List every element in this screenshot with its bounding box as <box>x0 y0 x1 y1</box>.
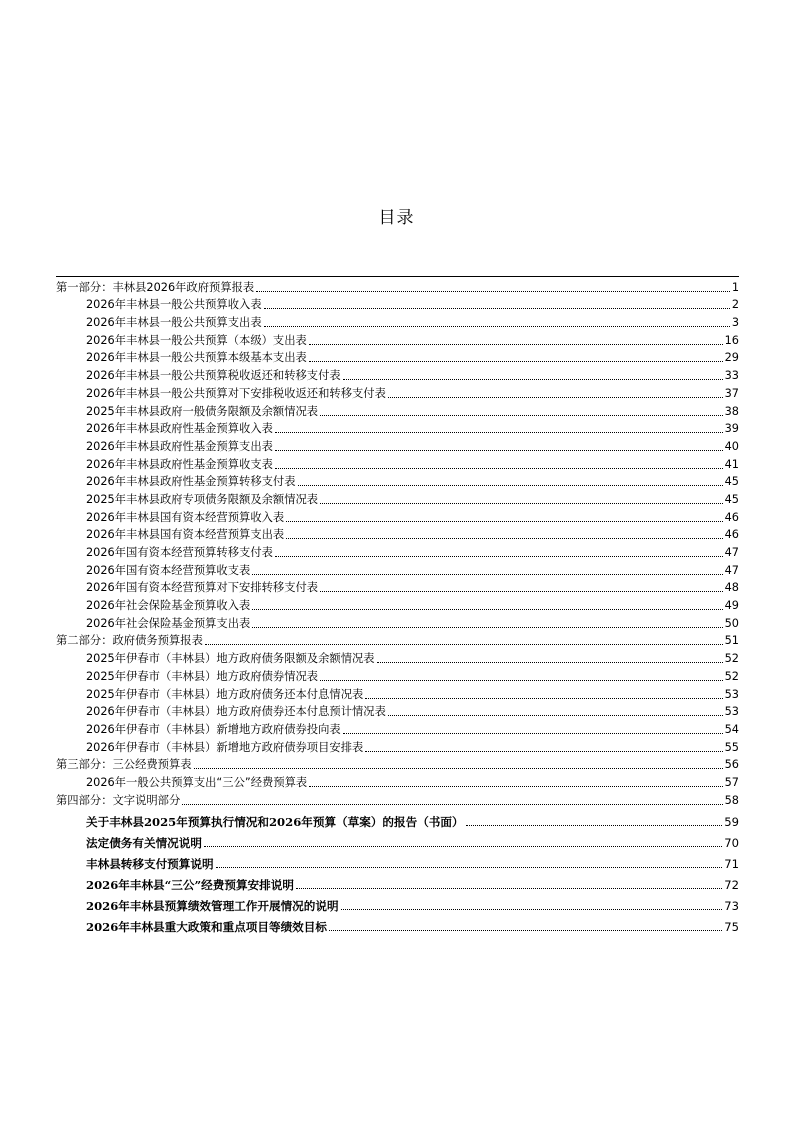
toc-entry[interactable] <box>56 560 739 578</box>
toc-page-number: 47 <box>724 563 739 577</box>
dot-leader <box>264 325 730 327</box>
toc-page-number: 47 <box>724 546 739 559</box>
toc-entry-label: 2025年丰林县政府专项债务限额及余额情况表 <box>86 492 319 506</box>
toc-entry-label: 2026年丰林县一般公共预算支出表 <box>86 316 262 330</box>
toc-page-number: 51 <box>724 634 739 648</box>
dot-leader <box>388 714 723 716</box>
toc-entry[interactable] <box>56 312 739 330</box>
dot-leader <box>252 608 722 610</box>
dot-leader <box>275 449 723 451</box>
table-of-contents <box>56 277 739 934</box>
dot-leader <box>309 360 723 362</box>
toc-page-number: 38 <box>724 404 739 418</box>
toc-entry-label: 2026年丰林县“三公”经费预算安排说明 <box>86 878 294 892</box>
toc-entry-label: 2026年国有资本经营预算收支表 <box>86 563 251 577</box>
toc-page-number: 58 <box>724 793 739 807</box>
dot-leader <box>320 679 723 681</box>
dot-leader <box>252 573 722 575</box>
toc-page-number: 29 <box>724 351 739 365</box>
toc-entry-label: 2026年丰林县政府性基金预算支出表 <box>86 439 273 453</box>
toc-page-number: 2 <box>731 298 739 312</box>
toc-page-number: 46 <box>724 510 739 524</box>
toc-page-number: 45 <box>724 492 739 506</box>
dot-leader <box>275 555 723 557</box>
dot-leader <box>252 626 722 628</box>
toc-page-number: 73 <box>724 899 739 914</box>
toc-entry[interactable] <box>56 401 739 419</box>
toc-entry-label: 第三部分：三公经费预算表 <box>56 758 192 772</box>
toc-entry-label: 第二部分：政府债务预算报表 <box>56 634 203 648</box>
toc-entry-label: 丰林县转移支付预算说明 <box>86 856 214 871</box>
toc-page-number: 39 <box>724 422 739 436</box>
toc-entry-label: 法定债务有关情况说明 <box>86 835 202 850</box>
toc-entry-label: 2026年丰林县一般公共预算税收返还和转移支付表 <box>86 369 341 383</box>
dot-leader <box>182 803 722 805</box>
toc-entry-label: 2026年国有资本经营预算转移支付表 <box>86 546 273 559</box>
toc-page-number: 52 <box>724 669 739 683</box>
toc-page-number: 3 <box>731 316 739 330</box>
toc-page-number: 16 <box>724 333 739 347</box>
toc-entry[interactable] <box>56 489 739 507</box>
toc-entry-label: 2026年国有资本经营预算对下安排转移支付表 <box>86 581 319 595</box>
toc-entry[interactable] <box>56 808 739 829</box>
toc-entry-label: 2025年伊春市（丰林县）地方政府债务限额及余额情况表 <box>86 652 375 666</box>
dot-leader <box>320 502 723 504</box>
toc-entry[interactable] <box>56 913 739 934</box>
toc-page-number: 40 <box>724 439 739 453</box>
toc-entry[interactable] <box>56 295 739 313</box>
toc-part-entry[interactable] <box>56 631 739 649</box>
toc-page-number: 33 <box>724 369 739 383</box>
dot-leader <box>204 845 722 847</box>
toc-page-number: 50 <box>724 616 739 630</box>
dot-leader <box>216 866 723 868</box>
dot-leader <box>341 908 723 910</box>
toc-entry[interactable] <box>56 454 739 472</box>
toc-entry-label: 2026年丰林县一般公共预算收入表 <box>86 298 262 312</box>
toc-page-number: 41 <box>724 457 739 471</box>
toc-entry[interactable] <box>56 613 739 631</box>
toc-entry-label: 2026年伊春市（丰林县）新增地方政府债券项目安排表 <box>86 740 364 754</box>
toc-entry[interactable] <box>56 648 739 666</box>
toc-entry[interactable] <box>56 578 739 596</box>
toc-entry-label: 2026年丰林县政府性基金预算收入表 <box>86 422 273 436</box>
toc-page-number: 48 <box>724 581 739 595</box>
dot-leader <box>296 887 722 889</box>
dot-leader <box>329 929 722 931</box>
toc-part-entry[interactable] <box>56 790 739 808</box>
dot-leader <box>286 520 722 522</box>
toc-entry-label: 关于丰林县2025年预算执行情况和2026年预算（草案）的报告（书面） <box>86 814 464 829</box>
toc-entry-label: 第四部分：文字说明部分 <box>56 793 181 807</box>
toc-entry[interactable] <box>56 684 739 702</box>
toc-entry-label: 2026年丰林县预算绩效管理工作开展情况的说明 <box>86 899 339 914</box>
toc-entry-label: 2025年伊春市（丰林县）地方政府债务还本付息情况表 <box>86 687 364 701</box>
toc-entry[interactable] <box>56 507 739 525</box>
dot-leader <box>320 414 723 416</box>
dot-leader <box>343 732 723 734</box>
toc-entry[interactable] <box>56 595 739 613</box>
toc-entry[interactable] <box>56 871 739 892</box>
toc-entry[interactable] <box>56 737 739 755</box>
toc-page-number: 72 <box>724 878 739 892</box>
toc-entry[interactable] <box>56 330 739 348</box>
dot-leader <box>286 537 722 539</box>
toc-entry-label: 2026年丰林县政府性基金预算收支表 <box>86 457 273 471</box>
toc-page-number: 75 <box>724 920 739 935</box>
dot-leader <box>309 343 723 345</box>
dot-leader <box>365 697 722 699</box>
toc-part-entry[interactable] <box>56 755 739 773</box>
toc-page-number: 45 <box>724 475 739 489</box>
toc-page-number: 54 <box>724 722 739 736</box>
dot-leader <box>388 396 723 398</box>
toc-entry[interactable] <box>56 719 739 737</box>
toc-entry[interactable] <box>56 365 739 383</box>
dot-leader <box>275 431 723 433</box>
toc-entry-label: 2026年伊春市（丰林县）地方政府债券还本付息预计情况表 <box>86 705 386 719</box>
toc-entry[interactable] <box>56 702 739 720</box>
toc-page-number: 56 <box>724 758 739 772</box>
dot-leader <box>264 307 730 309</box>
toc-page-number: 57 <box>724 775 739 789</box>
toc-entry-label: 2026年丰林县国有资本经营预算支出表 <box>86 528 285 542</box>
toc-entry-label: 第一部分：丰林县2026年政府预算报表 <box>56 280 255 294</box>
toc-page-number: 59 <box>724 814 739 829</box>
dot-leader <box>309 785 722 787</box>
toc-entry[interactable] <box>56 436 739 454</box>
dot-leader <box>275 467 723 469</box>
toc-entry-label: 2025年丰林县政府一般债务限额及余额情况表 <box>86 404 319 418</box>
toc-entry-label: 2026年丰林县重大政策和重点项目等绩效目标 <box>86 920 327 935</box>
toc-entry-label: 2026年一般公共预算支出“三公”经费预算表 <box>86 775 308 789</box>
toc-page-number: 70 <box>724 835 739 850</box>
dot-leader <box>377 661 723 663</box>
toc-page-number: 52 <box>724 652 739 666</box>
toc-entry-label: 2026年丰林县一般公共预算（本级）支出表 <box>86 333 307 347</box>
toc-part-entry[interactable] <box>56 277 739 295</box>
toc-page-number: 71 <box>724 856 739 871</box>
toc-entry-label: 2026年社会保险基金预算收入表 <box>86 599 251 613</box>
toc-entry[interactable] <box>56 472 739 490</box>
toc-page-number: 55 <box>724 740 739 754</box>
dot-leader <box>320 590 723 592</box>
dot-leader <box>256 290 730 292</box>
toc-entry[interactable] <box>56 525 739 543</box>
page-title: 目录 <box>378 208 415 228</box>
toc-page-number: 37 <box>724 386 739 400</box>
dot-leader <box>194 767 723 769</box>
toc-entry-label: 2026年丰林县一般公共预算本级基本支出表 <box>86 351 307 365</box>
toc-page-number: 1 <box>731 280 739 294</box>
toc-entry-label: 2026年丰林县政府性基金预算转移支付表 <box>86 475 296 489</box>
toc-page-number: 53 <box>724 687 739 701</box>
toc-entry-label: 2026年伊春市（丰林县）新增地方政府债券投向表 <box>86 722 341 736</box>
toc-entry[interactable] <box>56 772 739 790</box>
toc-entry[interactable] <box>56 419 739 437</box>
toc-entry[interactable] <box>56 383 739 401</box>
dot-leader <box>466 824 723 826</box>
toc-entry-label: 2026年社会保险基金预算支出表 <box>86 616 251 630</box>
toc-entry[interactable] <box>56 850 739 871</box>
toc-entry-label: 2026年丰林县一般公共预算对下安排税收返还和转移支付表 <box>86 386 386 400</box>
toc-page-number: 49 <box>724 599 739 613</box>
dot-leader <box>343 378 723 380</box>
toc-entry[interactable] <box>56 542 739 560</box>
toc-entry-label: 2026年丰林县国有资本经营预算收入表 <box>86 510 285 524</box>
dot-leader <box>365 750 722 752</box>
toc-entry-label: 2025年伊春市（丰林县）地方政府债券情况表 <box>86 669 319 683</box>
toc-entry[interactable] <box>56 666 739 684</box>
toc-entry[interactable] <box>56 348 739 366</box>
dot-leader <box>205 643 723 645</box>
toc-entry[interactable] <box>56 829 739 850</box>
toc-page-number: 53 <box>724 705 739 719</box>
toc-page-number: 46 <box>724 528 739 542</box>
dot-leader <box>298 484 723 486</box>
toc-entry[interactable] <box>56 892 739 913</box>
